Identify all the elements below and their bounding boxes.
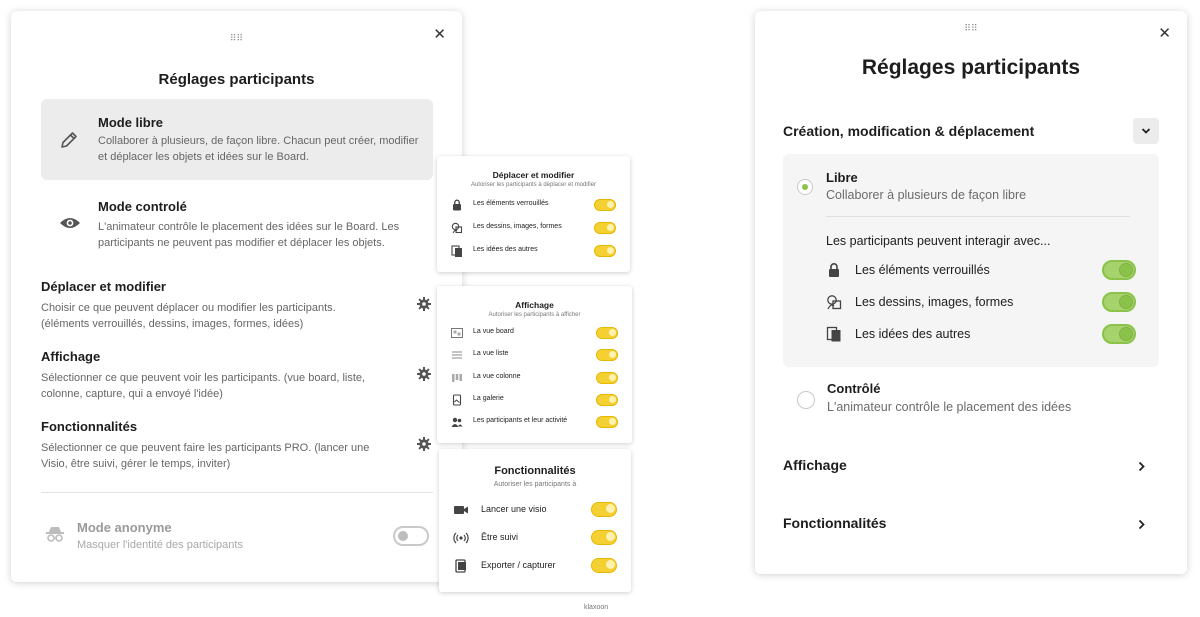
chevron-right-icon <box>1138 461 1145 472</box>
broadcast-icon <box>453 530 469 546</box>
section-title: Fonctionnalités <box>41 419 138 434</box>
gear-icon[interactable] <box>417 297 431 311</box>
controle-description: L'animateur contrôle le placement des idées <box>827 400 1072 414</box>
card-row <box>451 393 618 407</box>
list-view-icon <box>451 349 463 361</box>
video-icon <box>453 502 469 518</box>
permission-toggle[interactable] <box>596 372 618 384</box>
row-label: Les participants et leur activité <box>473 417 568 424</box>
row-label: La vue colonne <box>473 373 521 380</box>
close-button[interactable]: ✕ <box>433 25 446 43</box>
row-label: Lancer une visio <box>481 504 547 514</box>
permission-toggle[interactable] <box>1102 324 1136 344</box>
export-icon <box>453 558 469 574</box>
libre-label: Libre <box>826 170 858 185</box>
permission-toggle[interactable] <box>596 327 618 339</box>
card-row <box>451 244 616 258</box>
row-label: Exporter / capturer <box>481 560 556 570</box>
drag-handle-icon[interactable]: ⠿⠿ <box>964 24 978 34</box>
mode-description: L'animateur contrôle le placement des idées sur le Board. Les participants ne peuvent pas modifier et déplacer les objets. <box>98 221 400 249</box>
permission-toggle[interactable] <box>594 245 616 257</box>
card-title: Affichage <box>515 300 554 310</box>
card-row <box>451 415 618 429</box>
permission-toggle[interactable] <box>1102 260 1136 280</box>
row-label: Les éléments verrouillés <box>473 200 549 207</box>
row-label: La vue board <box>473 328 514 335</box>
section-affichage <box>41 349 431 402</box>
card-row <box>453 501 617 519</box>
card-row <box>451 221 616 235</box>
move-edit-card <box>437 156 630 272</box>
row-label: La vue liste <box>473 350 509 357</box>
divider <box>826 216 1130 217</box>
card-row <box>451 348 618 362</box>
display-card <box>437 286 632 443</box>
participants-icon <box>451 416 463 428</box>
board-view-icon <box>451 327 463 339</box>
gear-icon[interactable] <box>417 437 431 451</box>
ideas-icon <box>451 245 463 257</box>
gear-icon[interactable] <box>417 367 431 381</box>
section-deplacer-modifier <box>41 279 431 332</box>
permission-toggle[interactable] <box>591 502 617 517</box>
card-title: Déplacer et modifier <box>492 170 575 180</box>
panel-title: Réglages participants <box>861 56 1081 79</box>
controle-label: Contrôlé <box>827 381 881 396</box>
section-description: Sélectionner ce que peuvent faire les participants PRO. (lancer une Visio, être suivi, gérer le temps, inviter) <box>41 442 370 470</box>
brand-logo: klaxoon <box>584 604 609 611</box>
drawing-icon <box>451 222 463 234</box>
section-description: Choisir ce que peuvent déplacer ou modifier les participants. (éléments verrouillés, dessins, images, formes, idées) <box>41 302 336 330</box>
libre-description: Collaborer à plusieurs de façon libre <box>826 188 1027 202</box>
card-subtitle: Autoriser les participants à <box>493 481 577 488</box>
section-fonctionnalites <box>41 419 431 472</box>
nav-label: Fonctionnalités <box>783 515 887 531</box>
anonymous-mode-description: Masquer l'identité des participants <box>77 539 243 551</box>
nav-affichage[interactable] <box>783 457 1159 477</box>
card-row <box>451 326 618 340</box>
permission-toggle[interactable] <box>596 416 618 428</box>
card-title: Fonctionnalités <box>494 465 576 477</box>
ideas-icon <box>826 326 842 342</box>
divider <box>41 492 433 493</box>
lock-icon <box>826 262 842 278</box>
mode-name: Mode controlé <box>98 199 187 214</box>
close-button[interactable]: ✕ <box>1158 24 1171 42</box>
mode-controle-option[interactable] <box>41 189 433 259</box>
interact-row <box>826 260 1136 280</box>
libre-radio[interactable] <box>797 179 813 195</box>
drag-handle-icon[interactable]: ⠿⠿ <box>229 34 244 44</box>
column-view-icon <box>451 372 463 384</box>
chevron-down-icon <box>1141 127 1151 135</box>
nav-fonctionnalites[interactable] <box>783 515 1159 535</box>
row-label: La galerie <box>473 395 504 402</box>
incognito-icon <box>45 526 65 542</box>
card-subtitle: Autoriser les participants à déplacer et modifier <box>470 182 597 188</box>
card-row <box>451 371 618 385</box>
permission-toggle[interactable] <box>596 349 618 361</box>
pencil-icon <box>59 130 79 150</box>
section-title: Affichage <box>41 349 101 364</box>
interact-row <box>826 292 1136 312</box>
interact-row <box>826 324 1136 344</box>
mode-description: Collaborer à plusieurs, de façon libre. Chacun peut créer, modifier et déplacer les objets et idées sur le Board. <box>98 135 419 163</box>
features-card <box>439 449 631 592</box>
section-title: Déplacer et modifier <box>41 279 166 294</box>
permission-toggle[interactable] <box>591 558 617 573</box>
controle-radio[interactable] <box>797 391 815 409</box>
row-label: Être suivi <box>481 532 519 542</box>
permission-toggle[interactable] <box>594 222 616 234</box>
mode-name: Mode libre <box>98 115 164 130</box>
section-title: Création, modification & déplacement <box>783 123 1035 139</box>
section-description: Sélectionner ce que peuvent voir les participants. (vue board, liste, colonne, capture, qui a envoyé l'idée) <box>41 372 366 400</box>
nav-label: Affichage <box>783 457 847 473</box>
participant-settings-panel-v2 <box>755 11 1187 574</box>
interact-label: Les participants peuvent interagir avec... <box>826 234 1051 248</box>
permission-toggle[interactable] <box>591 530 617 545</box>
permission-toggle[interactable] <box>1102 292 1136 312</box>
card-row <box>453 529 617 547</box>
chevron-right-icon <box>1138 519 1145 530</box>
libre-option-group <box>783 154 1159 367</box>
row-label: Les idées des autres <box>855 327 971 341</box>
row-label: Les dessins, images, formes <box>473 223 562 230</box>
permission-toggle[interactable] <box>596 394 618 406</box>
panel-title: Réglages participants <box>158 71 315 88</box>
participant-settings-panel <box>11 11 462 582</box>
permission-toggle[interactable] <box>594 199 616 211</box>
row-label: Les idées des autres <box>473 246 538 253</box>
anonymous-mode-toggle[interactable] <box>393 526 429 546</box>
row-label: Les éléments verrouillés <box>855 263 990 277</box>
card-row <box>451 198 616 212</box>
card-subtitle: Autoriser les participants à afficher <box>488 312 581 318</box>
mode-libre-option[interactable] <box>41 99 433 180</box>
lock-icon <box>451 199 463 211</box>
eye-icon <box>59 216 81 230</box>
gallery-icon <box>451 394 463 406</box>
row-label: Les dessins, images, formes <box>855 295 1014 309</box>
collapse-button[interactable] <box>1133 118 1159 144</box>
drawing-icon <box>826 294 842 310</box>
card-row <box>453 557 617 575</box>
anonymous-mode-title: Mode anonyme <box>77 520 172 535</box>
